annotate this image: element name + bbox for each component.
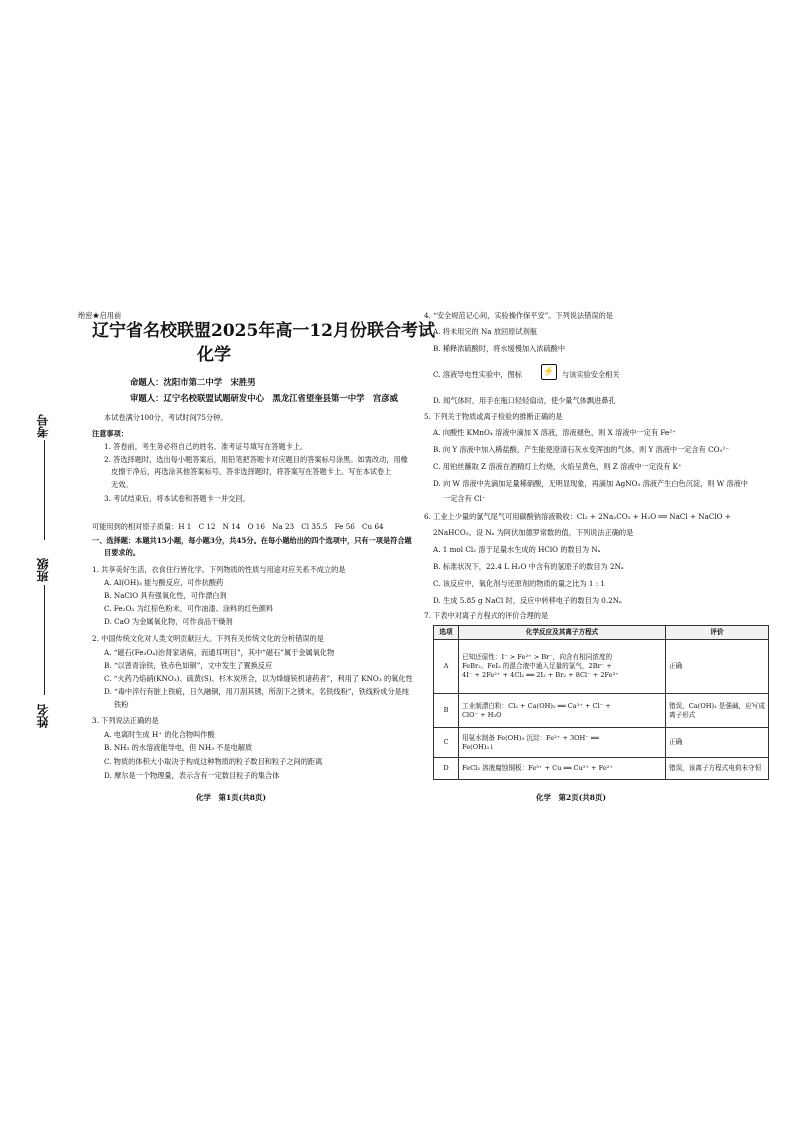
table-cell-option: D	[434, 758, 459, 780]
equation-line: 工业制漂白粉：Cl₂ + Ca(OH)₂ ══ Ca²⁺ + Cl⁻ +	[462, 701, 611, 710]
table-cell-evaluation: 错误，该离子方程式电荷未守恒	[666, 758, 769, 780]
note-line: 3. 考试结束后，将本试卷和答题卡一并交回。	[104, 494, 250, 503]
table-cell-equation	[459, 758, 666, 780]
q4-option-c: C. 溶液导电性实验中，图标	[433, 370, 522, 379]
table-header: 评价	[666, 626, 769, 640]
q1-option-b: B. NaClO 具有强氧化性，可作漂白剂	[104, 591, 227, 600]
q5-option-b: B. 向 Y 溶液中加入稀盐酸，产生能使澄清石灰水变浑浊的气体，则 Y 溶液中一定含有 CO₃²⁻	[433, 445, 730, 454]
exam-no-label: 考号	[36, 414, 50, 438]
q5-option-c: C. 用铂丝蘸取 Z 溶液在酒精灯上灼烧，火焰呈黄色，则 Z 溶液中一定没有 K⁺	[433, 462, 682, 471]
question-4-stem: 4. “安全规范记心间，实验操作保平安”。下列说法错误的是	[424, 311, 613, 320]
question-6-stem-cont: 2NaHCO₃。设 Nₐ 为阿伏加德罗常数的值，下列说法正确的是	[433, 528, 634, 537]
page-footer-left: 化学 第1页(共8页)	[196, 793, 267, 802]
electrical-safety-icon: ⚡	[541, 364, 557, 380]
section-heading: 目要求的。	[104, 548, 140, 557]
page-footer-right: 化学 第2页(共8页)	[536, 793, 607, 802]
subject-title: 化学	[197, 345, 231, 365]
table-cell-evaluation: 正确	[666, 728, 769, 758]
table-header: 选项	[434, 626, 459, 640]
equation-line: 已知还原性：I⁻ > Fe²⁺ > Br⁻，向含有相同浓度的	[462, 653, 613, 661]
q2-option-b: B. “以曾青涂铁，铁赤色如铜”，文中发生了置换反应	[104, 661, 273, 670]
binding-line	[44, 440, 45, 540]
secret-label: 绝密★启用前	[78, 311, 122, 320]
class-label: 班级	[36, 558, 50, 582]
question-2-stem: 2. 中国传统文化对人类文明贡献巨大。下列有关传统文化的分析错误的是	[92, 634, 324, 643]
q4-option-c-cont: 与该实验安全相关	[562, 370, 620, 379]
table-cell-equation	[459, 728, 666, 758]
q4-option-b: B. 稀释浓硫酸时，将水缓慢加入浓硫酸中	[433, 344, 566, 353]
q5-option-a: A. 向酸性 KMnO₄ 溶液中滴加 X 溶液，溶液褪色，则 X 溶液中一定有 Fe²⁺	[433, 428, 676, 437]
q4-option-a: A. 将未用完的 Na 放回原试剂瓶	[433, 327, 537, 336]
table-cell-option: C	[434, 728, 459, 758]
table-cell-equation	[459, 694, 666, 728]
equation-line: 4I⁻ + 2Fe²⁺ + 4Cl₂ ══ 2I₂ + Br₂ + 8Cl⁻ + 2Fe³⁺	[462, 671, 619, 679]
table-row	[434, 640, 769, 694]
notes-title: 注意事项：	[92, 429, 128, 438]
q1-option-d: D. CaO 为金属氧化物，可作食品干燥剂	[104, 617, 233, 626]
note-line: 无效。	[111, 480, 133, 489]
q4-option-d: D. 闻气体时，用手在瓶口轻轻扇动，使少量气体飘进鼻孔	[433, 396, 616, 405]
evaluation-table	[433, 625, 769, 780]
question-6-stem: 6. 工业上少量的氯气尾气可用碳酸钠溶液吸收：Cl₂ + 2Na₂CO₃ + H₂O ══ NaCl + NaClO +	[424, 512, 731, 521]
q2-option-a: A. “磁石(Fe₃O₄)治肾家诸病，而通耳明目”，其中“磁石”属于金属氧化物	[104, 648, 335, 657]
q2-option-d-cont: 铁粉	[114, 700, 129, 709]
exam-title: 辽宁省名校联盟2025年高一12月份联合考试	[92, 321, 435, 341]
q6-option-d: D. 生成 5.85 g NaCl 时，反应中转移电子的数目为 0.2Nₐ	[433, 596, 622, 605]
q3-option-c: C. 物质的体积大小取决于构成这种物质的粒子数目和粒子之间的距离	[104, 757, 323, 766]
time-note: 本试卷满分100分，考试时间75分钟。	[104, 413, 228, 422]
atomic-masses: 可能用到的相对原子质量：H 1 C 12 N 14 O 16 Na 23 Cl 35.5 Fe 56 Cu 64	[92, 522, 384, 531]
question-5-stem: 5. 下列关于物质或离子检验的推断正确的是	[424, 412, 563, 421]
note-line: 1. 答卷前，考生务必将自己的姓名、准考证号填写在答题卡上。	[104, 442, 308, 451]
table-cell-evaluation: 错误，Ca(OH)₂ 是强碱，应写成离子形式	[666, 694, 769, 728]
q5-option-d-cont: 一定含有 Cl⁻	[443, 494, 486, 503]
q3-option-a: A. 电离时生成 H⁺ 的化合物叫作酸	[104, 730, 215, 739]
table-cell-option: B	[434, 694, 459, 728]
q6-option-b: B. 标准状况下，22.4 L H₂O 中含有的氢原子的数目为 2Nₐ	[433, 562, 624, 571]
reviewer-line: 审题人：辽宁名校联盟试题研发中心 黑龙江省望奎县第一中学 宫彦威	[130, 393, 398, 403]
q2-option-c: C. “火药乃焰硝(KNO₃)、硫黄(S)、杉木炭所合，以为烽燧铳机诸药者”，利用了 KNO₃ 的氧化性	[104, 674, 413, 683]
binding-line	[44, 585, 45, 695]
q6-option-a: A. 1 mol Cl₂ 溶于足量水生成的 HClO 的数目为 Nₐ	[433, 545, 601, 554]
table-header-row	[434, 626, 769, 640]
table-cell-option: A	[434, 640, 459, 694]
equation-line: ClO⁻ + H₂O	[462, 710, 502, 719]
question-3-stem: 3. 下列说法正确的是	[92, 716, 159, 725]
question-1-stem: 1. 共享美好生活，衣食住行皆化学。下列物质的性质与用途对应关系不成立的是	[92, 565, 346, 574]
q1-option-a: A. Al(OH)₃ 能与酸反应，可作抗酸药	[104, 578, 224, 587]
section-heading: 一、选择题：本题共15小题，每小题3分，共45分。在每小题给出的四个选项中，只有一项是符合题	[92, 536, 412, 545]
q6-option-c: C. 该反应中，氧化剂与还原剂的物质的量之比为 1 : 1	[433, 579, 605, 588]
equation-line: 用氨水制备 Fe(OH)₃ 沉淀：Fe³⁺ + 3OH⁻ ══	[462, 733, 599, 742]
name-label: 姓名	[36, 704, 50, 728]
q1-option-c: C. Fe₂O₃ 为红棕色粉末，可作油漆、涂料的红色颜料	[104, 604, 274, 613]
table-row	[434, 728, 769, 758]
q3-option-b: B. NH₃ 的水溶液能导电，但 NH₃ 不是电解质	[104, 743, 253, 752]
table-header: 化学反应及其离子方程式	[459, 626, 666, 640]
q2-option-d: D. “毒中淬行有脏上铁疵，日久融铜，用刀刮其锈，所刮下之锈末，名铁线粉”，铁线粉成分是纯	[104, 687, 409, 696]
author-line: 命题人：沈阳市第二中学 宋胜男	[130, 377, 256, 387]
table-cell-evaluation: 正确	[666, 640, 769, 694]
q3-option-d: D. 摩尔是一个物理量，表示含有一定数目粒子的集合体	[104, 771, 280, 780]
question-7-stem: 7. 下表中对离子方程式的评价合理的是	[424, 611, 549, 620]
equation-line: FeCl₃ 溶液腐蚀铜板：Fe³⁺ + Cu ══ Cu²⁺ + Fe²⁺	[462, 764, 613, 772]
table-cell-equation	[459, 640, 666, 694]
table-row	[434, 694, 769, 728]
q5-option-d: D. 向 W 溶液中先滴加足量稀硝酸，无明显现象，再滴加 AgNO₃ 溶液产生白色沉淀，则 W 溶液中	[433, 479, 748, 488]
note-line: 2. 答选择题时，选出每小题答案后，用铅笔把答题卡对应题目的答案标号涂黑。如需改动，用橡	[104, 455, 408, 464]
equation-line: Fe(OH)₃↓	[462, 742, 495, 751]
table-row	[434, 758, 769, 780]
equation-line: FeBr₂、FeI₂ 的混合液中通入足量的氯气，2Br⁻ +	[462, 662, 612, 670]
note-line: 皮擦干净后，再选涂其他答案标号。答非选择题时，将答案写在答题卡上。写在本试卷上	[111, 467, 392, 476]
